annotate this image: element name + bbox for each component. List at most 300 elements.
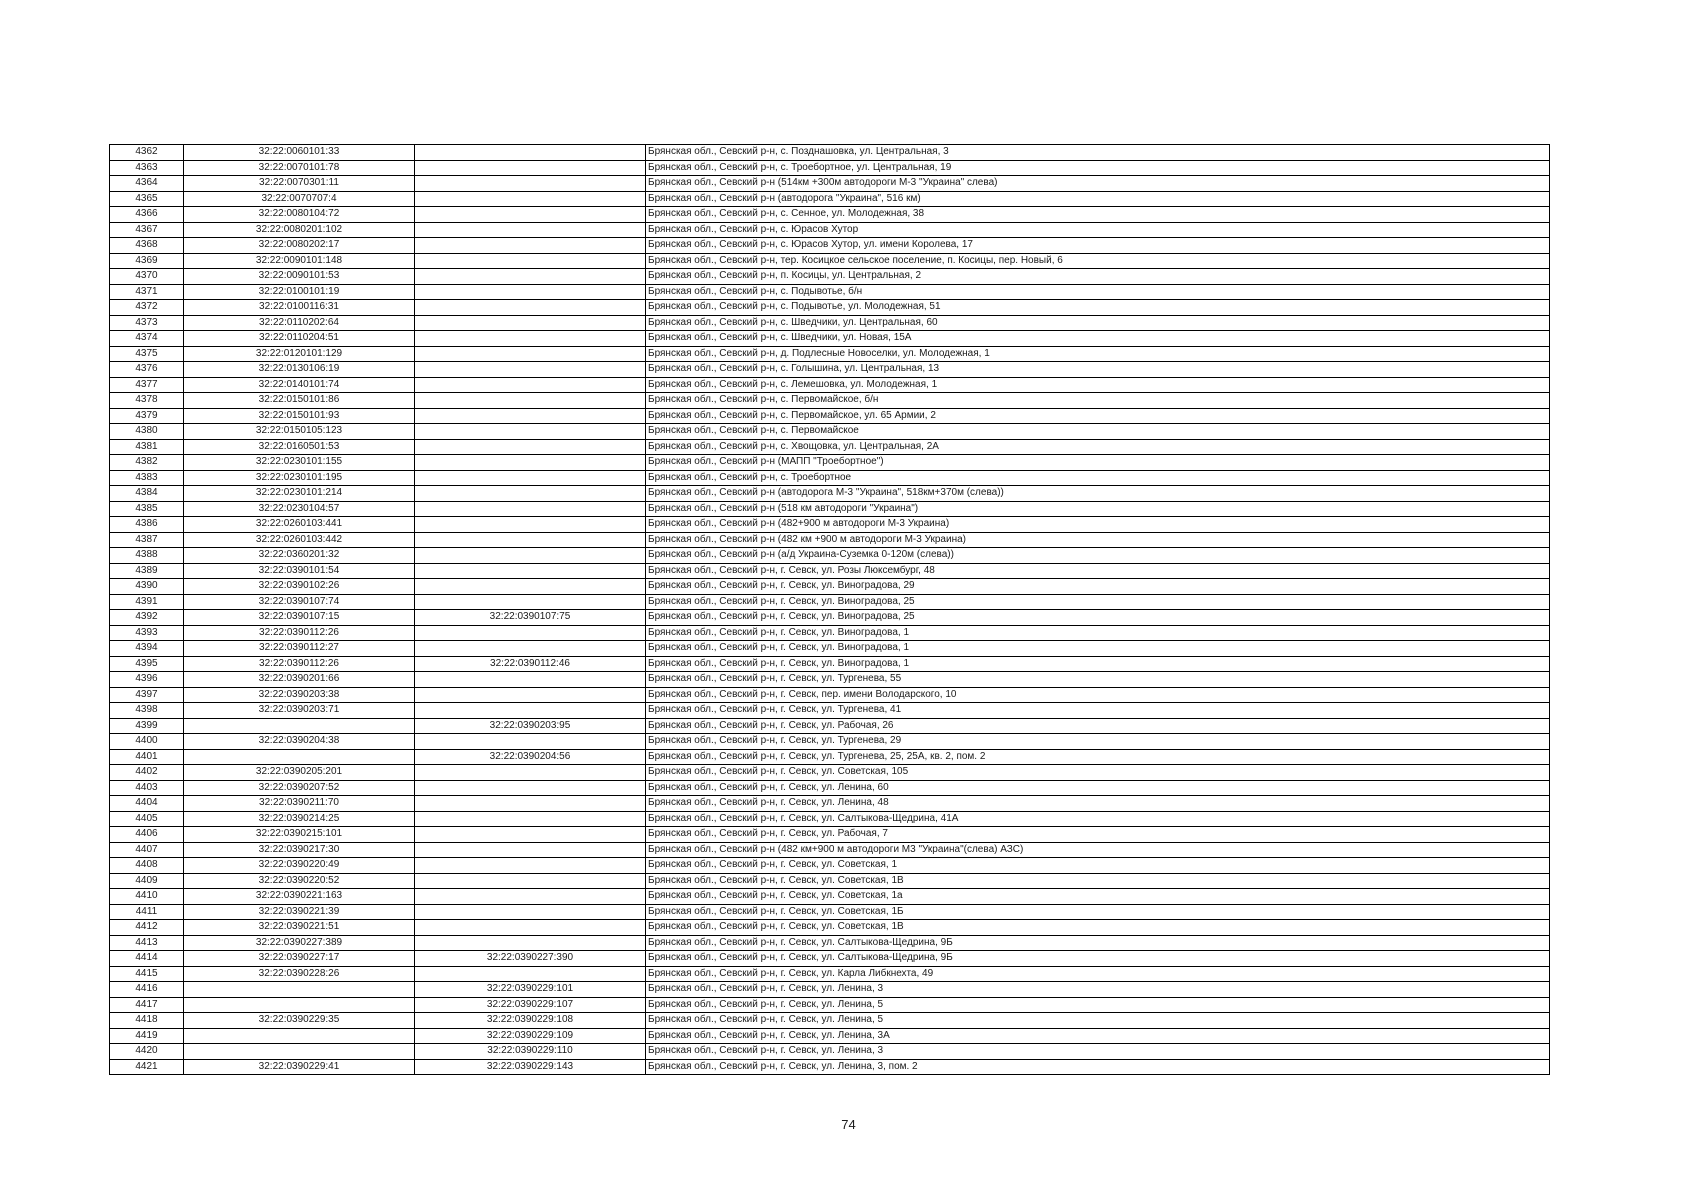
table-row <box>110 796 1550 812</box>
cadastral-number-cell: 32:22:0390221:163 <box>184 889 415 905</box>
table-row <box>110 145 1550 161</box>
row-number-cell: 4418 <box>110 1013 184 1029</box>
table-row <box>110 253 1550 269</box>
address-cell: Брянская обл., Севский р-н (а/д Украина-Суземка 0-120м (слева)) <box>646 548 1550 564</box>
table-row <box>110 1044 1550 1060</box>
cadastral-number-cell: 32:22:0390221:51 <box>184 920 415 936</box>
table-row <box>110 1013 1550 1029</box>
cadastral-number-cell: 32:22:0230104:57 <box>184 501 415 517</box>
row-number-cell: 4365 <box>110 191 184 207</box>
secondary-cadastral-number-cell: 32:22:0390112:46 <box>415 656 646 672</box>
address-cell: Брянская обл., Севский р-н, с. Первомайское, ул. 65 Армии, 2 <box>646 408 1550 424</box>
cadastral-number-cell <box>184 982 415 998</box>
row-number-cell: 4364 <box>110 176 184 192</box>
cadastral-number-cell: 32:22:0160501:53 <box>184 439 415 455</box>
row-number-cell: 4370 <box>110 269 184 285</box>
address-cell: Брянская обл., Севский р-н, г. Севск, ул. Салтыкова-Щедрина, 41А <box>646 811 1550 827</box>
address-cell: Брянская обл., Севский р-н, г. Севск, ул. Виноградова, 25 <box>646 594 1550 610</box>
cadastral-number-cell: 32:22:0230101:155 <box>184 455 415 471</box>
table-row <box>110 346 1550 362</box>
address-cell: Брянская обл., Севский р-н, г. Севск, ул. Рабочая, 26 <box>646 718 1550 734</box>
secondary-cadastral-number-cell: 32:22:0390107:75 <box>415 610 646 626</box>
cadastral-number-cell: 32:22:0390101:54 <box>184 563 415 579</box>
row-number-cell: 4390 <box>110 579 184 595</box>
secondary-cadastral-number-cell <box>415 563 646 579</box>
address-cell: Брянская обл., Севский р-н, г. Севск, ул. Советская, 1В <box>646 873 1550 889</box>
cadastral-number-cell: 32:22:0100101:19 <box>184 284 415 300</box>
secondary-cadastral-number-cell <box>415 501 646 517</box>
secondary-cadastral-number-cell: 32:22:0390229:109 <box>415 1028 646 1044</box>
row-number-cell: 4421 <box>110 1059 184 1075</box>
cadastral-number-cell: 32:22:0070101:78 <box>184 160 415 176</box>
table-row <box>110 904 1550 920</box>
address-cell: Брянская обл., Севский р-н, г. Севск, ул. Виноградова, 1 <box>646 625 1550 641</box>
row-number-cell: 4384 <box>110 486 184 502</box>
cadastral-number-cell: 32:22:0390214:25 <box>184 811 415 827</box>
secondary-cadastral-number-cell <box>415 362 646 378</box>
cadastral-number-cell: 32:22:0390229:35 <box>184 1013 415 1029</box>
row-number-cell: 4382 <box>110 455 184 471</box>
address-cell: Брянская обл., Севский р-н, г. Севск, ул. Ленина, 5 <box>646 997 1550 1013</box>
address-cell: Брянская обл., Севский р-н, г. Севск, ул. Тургенева, 25, 25А, кв. 2, пом. 2 <box>646 749 1550 765</box>
address-cell: Брянская обл., Севский р-н, г. Севск, ул. Карла Либкнехта, 49 <box>646 966 1550 982</box>
row-number-cell: 4375 <box>110 346 184 362</box>
row-number-cell: 4420 <box>110 1044 184 1060</box>
table-row <box>110 470 1550 486</box>
address-cell: Брянская обл., Севский р-н (518 км автодороги "Украина") <box>646 501 1550 517</box>
secondary-cadastral-number-cell <box>415 796 646 812</box>
secondary-cadastral-number-cell <box>415 284 646 300</box>
cadastral-number-cell: 32:22:0110204:51 <box>184 331 415 347</box>
secondary-cadastral-number-cell <box>415 408 646 424</box>
table-row <box>110 176 1550 192</box>
secondary-cadastral-number-cell: 32:22:0390229:101 <box>415 982 646 998</box>
table-row <box>110 315 1550 331</box>
address-cell: Брянская обл., Севский р-н, г. Севск, ул. Салтыкова-Щедрина, 9Б <box>646 935 1550 951</box>
table-row <box>110 594 1550 610</box>
row-number-cell: 4403 <box>110 780 184 796</box>
table-row <box>110 300 1550 316</box>
cadastral-number-cell: 32:22:0390220:49 <box>184 858 415 874</box>
secondary-cadastral-number-cell <box>415 439 646 455</box>
address-cell: Брянская обл., Севский р-н, г. Севск, ул. Ленина, 48 <box>646 796 1550 812</box>
secondary-cadastral-number-cell <box>415 269 646 285</box>
row-number-cell: 4404 <box>110 796 184 812</box>
cadastral-number-cell <box>184 1044 415 1060</box>
table-row <box>110 625 1550 641</box>
secondary-cadastral-number-cell <box>415 935 646 951</box>
cadastral-number-cell: 32:22:0390207:52 <box>184 780 415 796</box>
cadastral-number-cell: 32:22:0360201:32 <box>184 548 415 564</box>
address-cell: Брянская обл., Севский р-н, г. Севск, ул. Тургенева, 29 <box>646 734 1550 750</box>
table-row <box>110 532 1550 548</box>
row-number-cell: 4379 <box>110 408 184 424</box>
cadastral-number-cell: 32:22:0390217:30 <box>184 842 415 858</box>
row-number-cell: 4419 <box>110 1028 184 1044</box>
address-cell: Брянская обл., Севский р-н, г. Севск, ул. Советская, 1Б <box>646 904 1550 920</box>
address-cell: Брянская обл., Севский р-н (автодорога "Украина", 516 км) <box>646 191 1550 207</box>
secondary-cadastral-number-cell <box>415 455 646 471</box>
secondary-cadastral-number-cell: 32:22:0390229:107 <box>415 997 646 1013</box>
row-number-cell: 4369 <box>110 253 184 269</box>
table-row <box>110 579 1550 595</box>
cadastral-number-cell: 32:22:0230101:195 <box>184 470 415 486</box>
address-cell: Брянская обл., Севский р-н, с. Подывотье, б/н <box>646 284 1550 300</box>
secondary-cadastral-number-cell <box>415 331 646 347</box>
cadastral-number-cell: 32:22:0070301:11 <box>184 176 415 192</box>
cadastral-number-cell: 32:22:0070707:4 <box>184 191 415 207</box>
row-number-cell: 4391 <box>110 594 184 610</box>
secondary-cadastral-number-cell <box>415 641 646 657</box>
row-number-cell: 4388 <box>110 548 184 564</box>
cadastral-number-cell: 32:22:0390203:71 <box>184 703 415 719</box>
row-number-cell: 4412 <box>110 920 184 936</box>
address-cell: Брянская обл., Севский р-н, г. Севск, ул. Ленина, 5 <box>646 1013 1550 1029</box>
secondary-cadastral-number-cell <box>415 517 646 533</box>
table-row <box>110 331 1550 347</box>
cadastral-number-cell: 32:22:0080202:17 <box>184 238 415 254</box>
row-number-cell: 4381 <box>110 439 184 455</box>
table-row <box>110 920 1550 936</box>
address-cell: Брянская обл., Севский р-н, г. Севск, ул. Ленина, 3 <box>646 982 1550 998</box>
row-number-cell: 4389 <box>110 563 184 579</box>
address-cell: Брянская обл., Севский р-н (482+900 м автодороги М-3 Украина) <box>646 517 1550 533</box>
secondary-cadastral-number-cell <box>415 858 646 874</box>
row-number-cell: 4416 <box>110 982 184 998</box>
secondary-cadastral-number-cell <box>415 377 646 393</box>
table-row <box>110 408 1550 424</box>
address-cell: Брянская обл., Севский р-н, г. Севск, ул. Виноградова, 1 <box>646 656 1550 672</box>
row-number-cell: 4374 <box>110 331 184 347</box>
table-row <box>110 749 1550 765</box>
address-cell: Брянская обл., Севский р-н, тер. Косицкое сельское поселение, п. Косицы, пер. Новый, 6 <box>646 253 1550 269</box>
address-cell: Брянская обл., Севский р-н, с. Сенное, ул. Молодежная, 38 <box>646 207 1550 223</box>
table-row <box>110 377 1550 393</box>
table-row <box>110 563 1550 579</box>
row-number-cell: 4366 <box>110 207 184 223</box>
address-cell: Брянская обл., Севский р-н, с. Троебортное, ул. Центральная, 19 <box>646 160 1550 176</box>
table-row <box>110 424 1550 440</box>
address-cell: Брянская обл., Севский р-н, г. Севск, ул. Ленина, 60 <box>646 780 1550 796</box>
secondary-cadastral-number-cell <box>415 966 646 982</box>
secondary-cadastral-number-cell <box>415 548 646 564</box>
cadastral-number-cell: 32:22:0390112:26 <box>184 656 415 672</box>
secondary-cadastral-number-cell <box>415 532 646 548</box>
table-row <box>110 703 1550 719</box>
table-row <box>110 827 1550 843</box>
row-number-cell: 4415 <box>110 966 184 982</box>
secondary-cadastral-number-cell <box>415 315 646 331</box>
secondary-cadastral-number-cell <box>415 811 646 827</box>
cadastral-number-cell <box>184 997 415 1013</box>
address-cell: Брянская обл., Севский р-н, г. Севск, ул. Рабочая, 7 <box>646 827 1550 843</box>
address-cell: Брянская обл., Севский р-н, п. Косицы, ул. Центральная, 2 <box>646 269 1550 285</box>
secondary-cadastral-number-cell <box>415 904 646 920</box>
cadastral-number-cell: 32:22:0090101:148 <box>184 253 415 269</box>
row-number-cell: 4392 <box>110 610 184 626</box>
table-row <box>110 734 1550 750</box>
cadastral-number-cell: 32:22:0150105:123 <box>184 424 415 440</box>
address-cell: Брянская обл., Севский р-н, г. Севск, ул. Виноградова, 29 <box>646 579 1550 595</box>
address-cell: Брянская обл., Севский р-н, с. Юрасов Хутор, ул. имени Королева, 17 <box>646 238 1550 254</box>
table-row <box>110 842 1550 858</box>
table-row <box>110 641 1550 657</box>
page-number: 74 <box>841 1117 856 1132</box>
secondary-cadastral-number-cell <box>415 222 646 238</box>
secondary-cadastral-number-cell <box>415 160 646 176</box>
address-cell: Брянская обл., Севский р-н, с. Подывотье, ул. Молодежная, 51 <box>646 300 1550 316</box>
table-row <box>110 610 1550 626</box>
table-row <box>110 951 1550 967</box>
cadastral-number-cell: 32:22:0060101:33 <box>184 145 415 161</box>
address-cell: Брянская обл., Севский р-н, г. Севск, ул. Советская, 1 <box>646 858 1550 874</box>
address-cell: Брянская обл., Севский р-н (482 км+900 м автодороги М3 "Украина"(слева) АЗС) <box>646 842 1550 858</box>
property-register-table <box>109 144 1550 1075</box>
cadastral-number-cell: 32:22:0230101:214 <box>184 486 415 502</box>
secondary-cadastral-number-cell <box>415 253 646 269</box>
cadastral-number-cell: 32:22:0110202:64 <box>184 315 415 331</box>
table-row <box>110 1059 1550 1075</box>
address-cell: Брянская обл., Севский р-н (МАПП "Троебортное") <box>646 455 1550 471</box>
secondary-cadastral-number-cell <box>415 145 646 161</box>
row-number-cell: 4386 <box>110 517 184 533</box>
secondary-cadastral-number-cell <box>415 424 646 440</box>
table-row <box>110 439 1550 455</box>
address-cell: Брянская обл., Севский р-н, с. Хвощовка, ул. Центральная, 2А <box>646 439 1550 455</box>
address-cell: Брянская обл., Севский р-н (автодорога М-3 "Украина", 518км+370м (слева)) <box>646 486 1550 502</box>
row-number-cell: 4400 <box>110 734 184 750</box>
cadastral-number-cell: 32:22:0390211:70 <box>184 796 415 812</box>
row-number-cell: 4405 <box>110 811 184 827</box>
secondary-cadastral-number-cell <box>415 734 646 750</box>
secondary-cadastral-number-cell: 32:22:0390203:95 <box>415 718 646 734</box>
table-row <box>110 362 1550 378</box>
table-body <box>110 145 1550 1075</box>
table-row <box>110 858 1550 874</box>
secondary-cadastral-number-cell <box>415 780 646 796</box>
row-number-cell: 4402 <box>110 765 184 781</box>
cadastral-number-cell: 32:22:0390221:39 <box>184 904 415 920</box>
secondary-cadastral-number-cell <box>415 920 646 936</box>
table-row <box>110 393 1550 409</box>
cadastral-number-cell: 32:22:0130106:19 <box>184 362 415 378</box>
address-cell: Брянская обл., Севский р-н, г. Севск, ул. Ленина, 3, пом. 2 <box>646 1059 1550 1075</box>
cadastral-number-cell: 32:22:0080104:72 <box>184 207 415 223</box>
address-cell: Брянская обл., Севский р-н, г. Севск, ул. Салтыкова-Щедрина, 9Б <box>646 951 1550 967</box>
secondary-cadastral-number-cell <box>415 625 646 641</box>
table-row <box>110 501 1550 517</box>
table-row <box>110 687 1550 703</box>
row-number-cell: 4413 <box>110 935 184 951</box>
secondary-cadastral-number-cell <box>415 191 646 207</box>
address-cell: Брянская обл., Севский р-н (514км +300м автодороги М-3 "Украина" слева) <box>646 176 1550 192</box>
address-cell: Брянская обл., Севский р-н, с. Первомайское <box>646 424 1550 440</box>
cadastral-number-cell: 32:22:0390112:27 <box>184 641 415 657</box>
cadastral-number-cell: 32:22:0390112:26 <box>184 625 415 641</box>
secondary-cadastral-number-cell <box>415 889 646 905</box>
cadastral-number-cell: 32:22:0090101:53 <box>184 269 415 285</box>
row-number-cell: 4417 <box>110 997 184 1013</box>
address-cell: Брянская обл., Севский р-н, г. Севск, ул. Ленина, 3А <box>646 1028 1550 1044</box>
row-number-cell: 4406 <box>110 827 184 843</box>
row-number-cell: 4362 <box>110 145 184 161</box>
table-row <box>110 889 1550 905</box>
table-row <box>110 935 1550 951</box>
cadastral-number-cell: 32:22:0150101:86 <box>184 393 415 409</box>
row-number-cell: 4387 <box>110 532 184 548</box>
row-number-cell: 4401 <box>110 749 184 765</box>
cadastral-number-cell: 32:22:0390107:15 <box>184 610 415 626</box>
secondary-cadastral-number-cell <box>415 765 646 781</box>
cadastral-number-cell <box>184 749 415 765</box>
row-number-cell: 4398 <box>110 703 184 719</box>
secondary-cadastral-number-cell <box>415 176 646 192</box>
address-cell: Брянская обл., Севский р-н, г. Севск, ул. Тургенева, 41 <box>646 703 1550 719</box>
secondary-cadastral-number-cell: 32:22:0390229:110 <box>415 1044 646 1060</box>
row-number-cell: 4397 <box>110 687 184 703</box>
address-cell: Брянская обл., Севский р-н, г. Севск, ул. Советская, 105 <box>646 765 1550 781</box>
cadastral-number-cell: 32:22:0390227:17 <box>184 951 415 967</box>
secondary-cadastral-number-cell: 32:22:0390229:108 <box>415 1013 646 1029</box>
row-number-cell: 4410 <box>110 889 184 905</box>
secondary-cadastral-number-cell <box>415 238 646 254</box>
table-row <box>110 765 1550 781</box>
address-cell: Брянская обл., Севский р-н, с. Лемешовка, ул. Молодежная, 1 <box>646 377 1550 393</box>
row-number-cell: 4396 <box>110 672 184 688</box>
row-number-cell: 4399 <box>110 718 184 734</box>
row-number-cell: 4394 <box>110 641 184 657</box>
address-cell: Брянская обл., Севский р-н, с. Шведчики, ул. Центральная, 60 <box>646 315 1550 331</box>
secondary-cadastral-number-cell: 32:22:0390229:143 <box>415 1059 646 1075</box>
table-row <box>110 873 1550 889</box>
row-number-cell: 4380 <box>110 424 184 440</box>
table-row <box>110 997 1550 1013</box>
table-row <box>110 966 1550 982</box>
secondary-cadastral-number-cell <box>415 873 646 889</box>
table-row <box>110 517 1550 533</box>
address-cell: Брянская обл., Севский р-н, с. Троебортное <box>646 470 1550 486</box>
cadastral-number-cell: 32:22:0390205:201 <box>184 765 415 781</box>
secondary-cadastral-number-cell <box>415 703 646 719</box>
table-row <box>110 238 1550 254</box>
row-number-cell: 4411 <box>110 904 184 920</box>
secondary-cadastral-number-cell <box>415 470 646 486</box>
cadastral-number-cell: 32:22:0390107:74 <box>184 594 415 610</box>
cadastral-number-cell: 32:22:0390227:389 <box>184 935 415 951</box>
secondary-cadastral-number-cell <box>415 827 646 843</box>
table-row <box>110 1028 1550 1044</box>
row-number-cell: 4383 <box>110 470 184 486</box>
row-number-cell: 4393 <box>110 625 184 641</box>
table-row <box>110 160 1550 176</box>
row-number-cell: 4407 <box>110 842 184 858</box>
address-cell: Брянская обл., Севский р-н (482 км +900 м автодороги М-3 Украина) <box>646 532 1550 548</box>
address-cell: Брянская обл., Севский р-н, с. Юрасов Хутор <box>646 222 1550 238</box>
table-row <box>110 284 1550 300</box>
secondary-cadastral-number-cell: 32:22:0390227:390 <box>415 951 646 967</box>
row-number-cell: 4377 <box>110 377 184 393</box>
cadastral-number-cell: 32:22:0390203:38 <box>184 687 415 703</box>
cadastral-number-cell: 32:22:0140101:74 <box>184 377 415 393</box>
table-row <box>110 269 1550 285</box>
address-cell: Брянская обл., Севский р-н, г. Севск, пер. имени Володарского, 10 <box>646 687 1550 703</box>
address-cell: Брянская обл., Севский р-н, г. Севск, ул. Тургенева, 55 <box>646 672 1550 688</box>
secondary-cadastral-number-cell <box>415 687 646 703</box>
address-cell: Брянская обл., Севский р-н, г. Севск, ул. Виноградова, 25 <box>646 610 1550 626</box>
row-number-cell: 4372 <box>110 300 184 316</box>
secondary-cadastral-number-cell <box>415 594 646 610</box>
secondary-cadastral-number-cell <box>415 346 646 362</box>
address-cell: Брянская обл., Севский р-н, д. Подлесные Новоселки, ул. Молодежная, 1 <box>646 346 1550 362</box>
secondary-cadastral-number-cell <box>415 672 646 688</box>
row-number-cell: 4363 <box>110 160 184 176</box>
address-cell: Брянская обл., Севский р-н, г. Севск, ул. Ленина, 3 <box>646 1044 1550 1060</box>
address-cell: Брянская обл., Севский р-н, с. Шведчики, ул. Новая, 15А <box>646 331 1550 347</box>
secondary-cadastral-number-cell: 32:22:0390204:56 <box>415 749 646 765</box>
address-cell: Брянская обл., Севский р-н, с. Первомайское, б/н <box>646 393 1550 409</box>
address-cell: Брянская обл., Севский р-н, с. Позднашовка, ул. Центральная, 3 <box>646 145 1550 161</box>
row-number-cell: 4371 <box>110 284 184 300</box>
cadastral-number-cell <box>184 1028 415 1044</box>
row-number-cell: 4408 <box>110 858 184 874</box>
table-row <box>110 486 1550 502</box>
cadastral-number-cell: 32:22:0390201:66 <box>184 672 415 688</box>
row-number-cell: 4367 <box>110 222 184 238</box>
secondary-cadastral-number-cell <box>415 393 646 409</box>
cadastral-number-cell: 32:22:0260103:441 <box>184 517 415 533</box>
table-row <box>110 718 1550 734</box>
table-row <box>110 672 1550 688</box>
address-cell: Брянская обл., Севский р-н, г. Севск, ул. Советская, 1В <box>646 920 1550 936</box>
row-number-cell: 4378 <box>110 393 184 409</box>
cadastral-number-cell: 32:22:0260103:442 <box>184 532 415 548</box>
table-row <box>110 656 1550 672</box>
address-cell: Брянская обл., Севский р-н, с. Голышина, ул. Центральная, 13 <box>646 362 1550 378</box>
cadastral-number-cell: 32:22:0390204:38 <box>184 734 415 750</box>
row-number-cell: 4409 <box>110 873 184 889</box>
cadastral-number-cell: 32:22:0390102:26 <box>184 579 415 595</box>
row-number-cell: 4373 <box>110 315 184 331</box>
row-number-cell: 4395 <box>110 656 184 672</box>
table-row <box>110 811 1550 827</box>
table-row <box>110 222 1550 238</box>
row-number-cell: 4385 <box>110 501 184 517</box>
address-cell: Брянская обл., Севский р-н, г. Севск, ул. Советская, 1а <box>646 889 1550 905</box>
secondary-cadastral-number-cell <box>415 579 646 595</box>
address-cell: Брянская обл., Севский р-н, г. Севск, ул. Розы Люксембург, 48 <box>646 563 1550 579</box>
secondary-cadastral-number-cell <box>415 842 646 858</box>
table-row <box>110 191 1550 207</box>
cadastral-number-cell: 32:22:0390220:52 <box>184 873 415 889</box>
row-number-cell: 4368 <box>110 238 184 254</box>
row-number-cell: 4376 <box>110 362 184 378</box>
secondary-cadastral-number-cell <box>415 300 646 316</box>
cadastral-number-cell: 32:22:0100116:31 <box>184 300 415 316</box>
table-row <box>110 207 1550 223</box>
cadastral-number-cell: 32:22:0390229:41 <box>184 1059 415 1075</box>
cadastral-number-cell: 32:22:0080201:102 <box>184 222 415 238</box>
table-row <box>110 780 1550 796</box>
table-row <box>110 548 1550 564</box>
table-row <box>110 455 1550 471</box>
row-number-cell: 4414 <box>110 951 184 967</box>
table-row <box>110 982 1550 998</box>
cadastral-number-cell: 32:22:0120101:129 <box>184 346 415 362</box>
cadastral-number-cell <box>184 718 415 734</box>
secondary-cadastral-number-cell <box>415 486 646 502</box>
cadastral-number-cell: 32:22:0390228:26 <box>184 966 415 982</box>
cadastral-number-cell: 32:22:0390215:101 <box>184 827 415 843</box>
